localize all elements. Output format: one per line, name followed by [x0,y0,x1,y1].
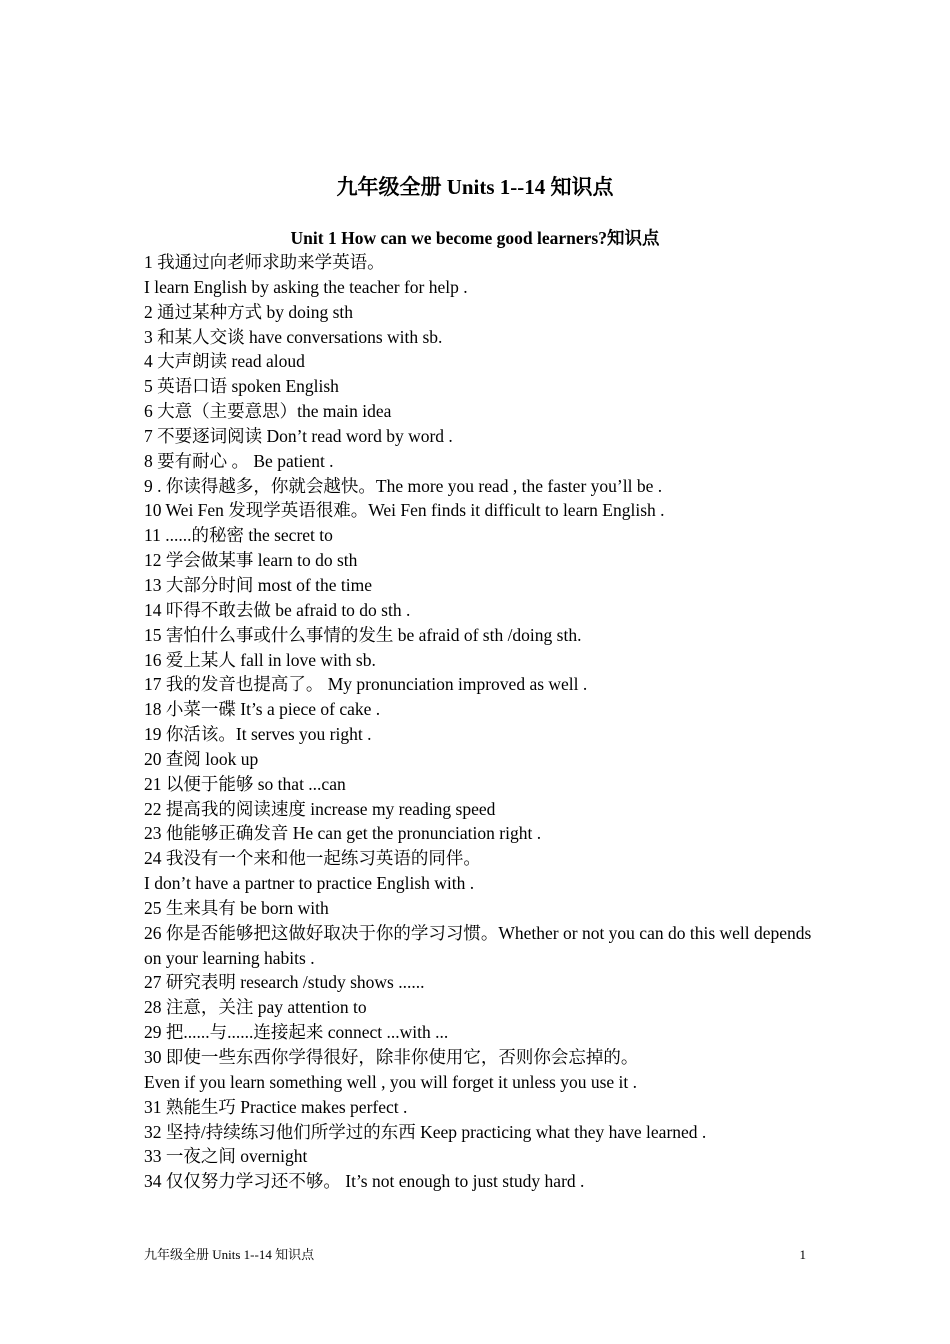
knowledge-point-line: 4 大声朗读 read aloud [144,351,305,372]
knowledge-point-line: 33 一夜之间 overnight [144,1146,308,1167]
knowledge-point-line: 15 害怕什么事或什么事情的发生 be afraid of sth /doing sth. [144,624,582,645]
knowledge-point-line: 7 不要逐词阅读 Don’t read word by word . [144,425,453,446]
knowledge-point-line: 32 坚持/持续练习他们所学过的东西 Keep practicing what they have learned . [144,1121,707,1142]
knowledge-point-line: 22 提高我的阅读速度 increase my reading speed [144,798,496,819]
knowledge-point-line: 20 查阅 look up [144,748,259,769]
knowledge-point-line: 10 Wei Fen 发现学英语很难。Wei Fen finds it difficult to learn English . [144,500,665,521]
knowledge-point-line: 31 熟能生巧 Practice makes perfect . [144,1096,408,1117]
knowledge-point-line: I don’t have a partner to practice English with . [144,873,475,894]
knowledge-point-line: 23 他能够正确发音 He can get the pronunciation right . [144,823,542,844]
footer-title: 九年级全册 Units 1--14 知识点 [144,1247,315,1262]
knowledge-point-list [144,250,814,1194]
knowledge-point-line: 5 英语口语 spoken English [144,376,339,397]
page-number: 1 [799,1247,806,1262]
knowledge-point-line: 8 要有耐心 。 Be patient . [144,450,334,471]
knowledge-point-line: 2 通过某种方式 by doing sth [144,301,354,322]
knowledge-point-line: 17 我的发音也提高了。 My pronunciation improved as well . [144,674,588,695]
knowledge-point-line: 21 以便于能够 so that ...can [144,773,346,794]
knowledge-point-line: 29 把......与......连接起来 connect ...with ... [144,1022,449,1043]
unit-heading: Unit 1 How can we become good learners?知识点 [290,228,660,248]
knowledge-point-line: 13 大部分时间 most of the time [144,574,372,595]
knowledge-point-line: 19 你活该。It serves you right . [144,724,372,745]
knowledge-point-line: 25 生来具有 be born with [144,897,329,918]
knowledge-point-line: 34 仅仅努力学习还不够。 It’s not enough to just study hard . [144,1171,585,1192]
knowledge-point-line: 18 小菜一碟 It’s a piece of cake . [144,699,381,720]
knowledge-point-line: 27 研究表明 research /study shows ...... [144,972,425,993]
knowledge-point-line: 28 注意，关注 pay attention to [144,997,367,1018]
knowledge-point-line: 14 吓得不敢去做 be afraid to do sth . [144,599,411,620]
knowledge-point-line: 12 学会做某事 learn to do sth [144,550,358,571]
knowledge-point-line: 9 . 你读得越多，你就会越快。The more you read , the faster you’ll be . [144,475,663,496]
knowledge-point-line: 1 我通过向老师求助来学英语。 [144,252,385,272]
document-title: 九年级全册 Units 1--14 知识点 [336,175,614,199]
knowledge-point-line: Even if you learn something well , you will forget it unless you use it . [144,1071,638,1092]
knowledge-point-line: 6 大意（主要意思）the main idea [144,401,392,422]
knowledge-point-line: 11 ......的秘密 the secret to [144,525,333,546]
knowledge-point-line: I learn English by asking the teacher for help . [144,276,468,297]
knowledge-point-line: 24 我没有一个来和他一起练习英语的同伴。 [144,848,481,869]
knowledge-point-line: 3 和某人交谈 have conversations with sb. [144,326,443,347]
knowledge-point-line: 16 爱上某人 fall in love with sb. [144,649,376,670]
knowledge-point-line: 30 即使一些东西你学得很好，除非你使用它，否则你会忘掉的。 [144,1047,639,1067]
knowledge-point-line: 26 你是否能够把这做好取决于你的学习习惯。Whether or not you can do this well depends on your learning habits . [144,922,812,968]
